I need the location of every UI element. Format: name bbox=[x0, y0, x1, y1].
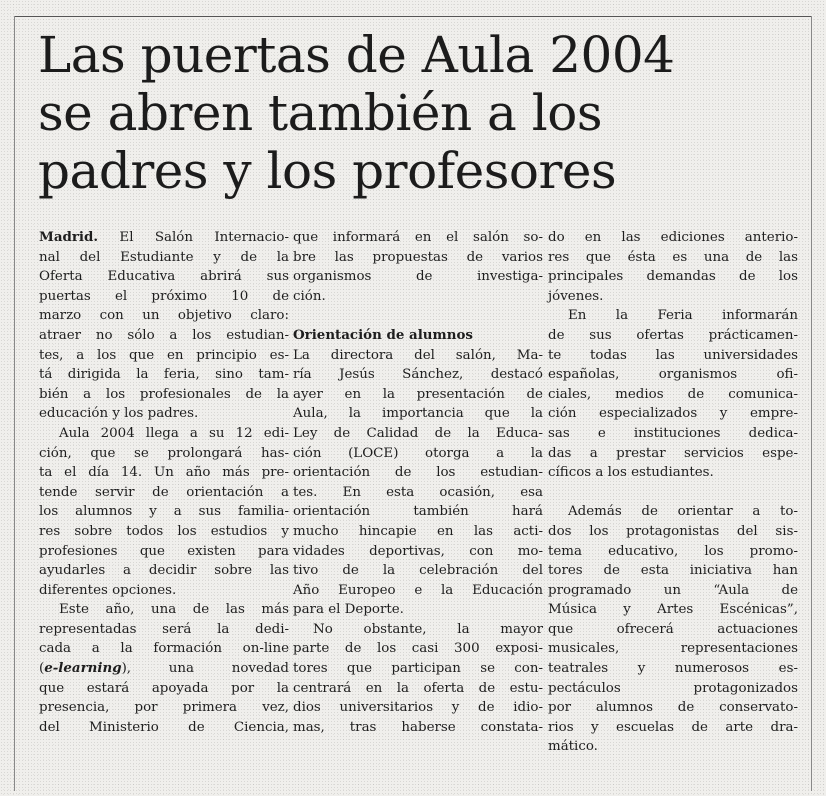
text-line: presencia, por primera vez, bbox=[39, 700, 289, 716]
text-line: ciales, medios de comunica- bbox=[548, 386, 798, 402]
text-line: vidades deportivas, con mo- bbox=[293, 543, 543, 559]
text-line: No obstante, la mayor bbox=[313, 621, 543, 637]
text-line: marzo con un objetivo claro: bbox=[39, 308, 289, 324]
text-line: por alumnos de conservato- bbox=[548, 700, 798, 716]
text-line: te todas las universidades bbox=[548, 347, 798, 363]
text-line: Aula 2004 llega a su 12 edi- bbox=[59, 425, 289, 441]
text-line: cíficos a los estudiantes. bbox=[548, 465, 714, 481]
text-line: das a prestar servicios espe- bbox=[548, 445, 798, 461]
text-line: tes, a los que en principio es- bbox=[39, 347, 289, 363]
text-line: ción. bbox=[293, 288, 326, 304]
e-learning-term: e-learning bbox=[44, 660, 122, 677]
text-line: diferentes opciones. bbox=[39, 582, 177, 598]
text-line: centrará en la oferta de estu- bbox=[293, 680, 543, 696]
text-line: que ofrecerá actuaciones bbox=[548, 621, 798, 637]
paragraph-gap bbox=[293, 306, 543, 326]
text-line: tá dirigida la feria, sino tam- bbox=[39, 367, 289, 383]
headline-line-3: padres y los profesores bbox=[38, 142, 617, 200]
text-line: representadas será la dedi- bbox=[39, 621, 289, 637]
clipping-left-border bbox=[14, 16, 15, 791]
headline-line-1: Las puertas de Aula 2004 bbox=[38, 26, 675, 84]
paragraph-gap bbox=[548, 483, 798, 503]
text-line: musicales, representaciones bbox=[548, 641, 798, 657]
text-line: pectáculos protagonizados bbox=[548, 680, 798, 696]
text-line: tores de esta iniciativa han bbox=[548, 563, 798, 579]
text-line: La directora del salón, Ma- bbox=[293, 347, 543, 363]
text-line: programado un “Aula de bbox=[548, 582, 798, 598]
text-line: ción (LOCE) otorga a la bbox=[293, 445, 543, 461]
text-line: tes. En esta ocasión, esa bbox=[293, 484, 543, 500]
text-line: Música y Artes Escénicas”, bbox=[548, 602, 798, 618]
text-line: teatrales y numerosos es- bbox=[548, 661, 798, 677]
text-line: do en las ediciones anterio- bbox=[548, 230, 798, 245]
text-line: rios y escuelas de arte dra- bbox=[548, 719, 798, 735]
text-line: ción, que se prolongará has- bbox=[39, 445, 289, 461]
text-line: jóvenes. bbox=[548, 288, 604, 304]
text-line: educación y los padres. bbox=[39, 406, 199, 422]
text-line: que informará en el salón so- bbox=[293, 230, 543, 245]
article-column-1 bbox=[39, 228, 289, 737]
text-line: nal del Estudiante y de la bbox=[39, 249, 289, 265]
text-line: ayudarles a decidir sobre las bbox=[39, 563, 289, 579]
text-line: ción especializados y empre- bbox=[548, 406, 798, 422]
text-line: Madrid. El Salón Internacio- bbox=[39, 229, 289, 245]
text-line: del Ministerio de Ciencia, bbox=[39, 719, 289, 735]
text-line: organismos de investiga- bbox=[293, 269, 543, 285]
text-line: mucho hincapie en las acti- bbox=[293, 523, 543, 539]
text-line: Además de orientar a to- bbox=[568, 504, 798, 520]
section-subheading: Orientación de alumnos bbox=[293, 326, 473, 343]
byline-city: Madrid. bbox=[39, 229, 99, 245]
text-line: sas e instituciones dedica- bbox=[548, 425, 798, 441]
text-line: los alumnos y a sus familia- bbox=[39, 504, 289, 520]
clipping-right-border bbox=[811, 16, 812, 791]
text-line: tende servir de orientación a bbox=[39, 484, 289, 500]
text-line: ría Jesús Sánchez, destacó bbox=[293, 367, 543, 383]
text-line: para el Deporte. bbox=[293, 602, 404, 618]
text-line: tivo de la celebración del bbox=[293, 563, 543, 579]
text-line: tores que participan se con- bbox=[293, 661, 543, 677]
text-line: dios universitarios y de idio- bbox=[293, 700, 543, 716]
text-line: atraer no sólo a los estudian- bbox=[39, 327, 289, 343]
text-line: ayer en la presentación de bbox=[293, 386, 543, 402]
text-line: bre las propuestas de varios bbox=[293, 249, 543, 265]
text-line: dos los protagonistas del sis- bbox=[548, 523, 798, 539]
text-line: (e-learning), una novedad bbox=[39, 660, 289, 677]
article-column-3 bbox=[548, 228, 798, 757]
headline-line-2: se abren también a los bbox=[38, 84, 602, 142]
text-line: parte de los casi 300 exposi- bbox=[293, 641, 543, 657]
text-line: cada a la formación on-line bbox=[39, 641, 289, 657]
text-line: de sus ofertas prácticamen- bbox=[548, 327, 798, 343]
text-line: bién a los profesionales de la bbox=[39, 386, 289, 402]
text-line: que estará apoyada por la bbox=[39, 680, 289, 696]
text-line: Este año, una de las más bbox=[59, 602, 289, 618]
text-line: Ley de Calidad de la Educa- bbox=[293, 425, 543, 441]
text-line: mático. bbox=[548, 739, 598, 755]
text-line: Aula, la importancia que la bbox=[293, 406, 543, 422]
text-line: res que ésta es una de las bbox=[548, 249, 798, 265]
article-headline bbox=[38, 26, 808, 200]
text-line: res sobre todos los estudios y bbox=[39, 523, 289, 539]
text-line: principales demandas de los bbox=[548, 269, 798, 285]
clipping-top-border bbox=[14, 16, 812, 17]
text-line: profesiones que existen para bbox=[39, 543, 289, 559]
text-line: Año Europeo e la Educación bbox=[293, 582, 543, 598]
text-line: tema educativo, los promo- bbox=[548, 543, 798, 559]
article-column-2 bbox=[293, 228, 543, 737]
text-line: En la Feria informarán bbox=[568, 308, 798, 324]
text-line: ta el día 14. Un año más pre- bbox=[39, 465, 289, 481]
text-line: Oferta Educativa abrirá sus bbox=[39, 269, 289, 285]
text-line: mas, tras haberse constata- bbox=[293, 719, 543, 735]
text-line: orientación de los estudian- bbox=[293, 465, 543, 481]
text-line: puertas el próximo 10 de bbox=[39, 288, 289, 304]
text-line: españolas, organismos ofi- bbox=[548, 367, 798, 383]
text-line: orientación también hará bbox=[293, 504, 543, 520]
